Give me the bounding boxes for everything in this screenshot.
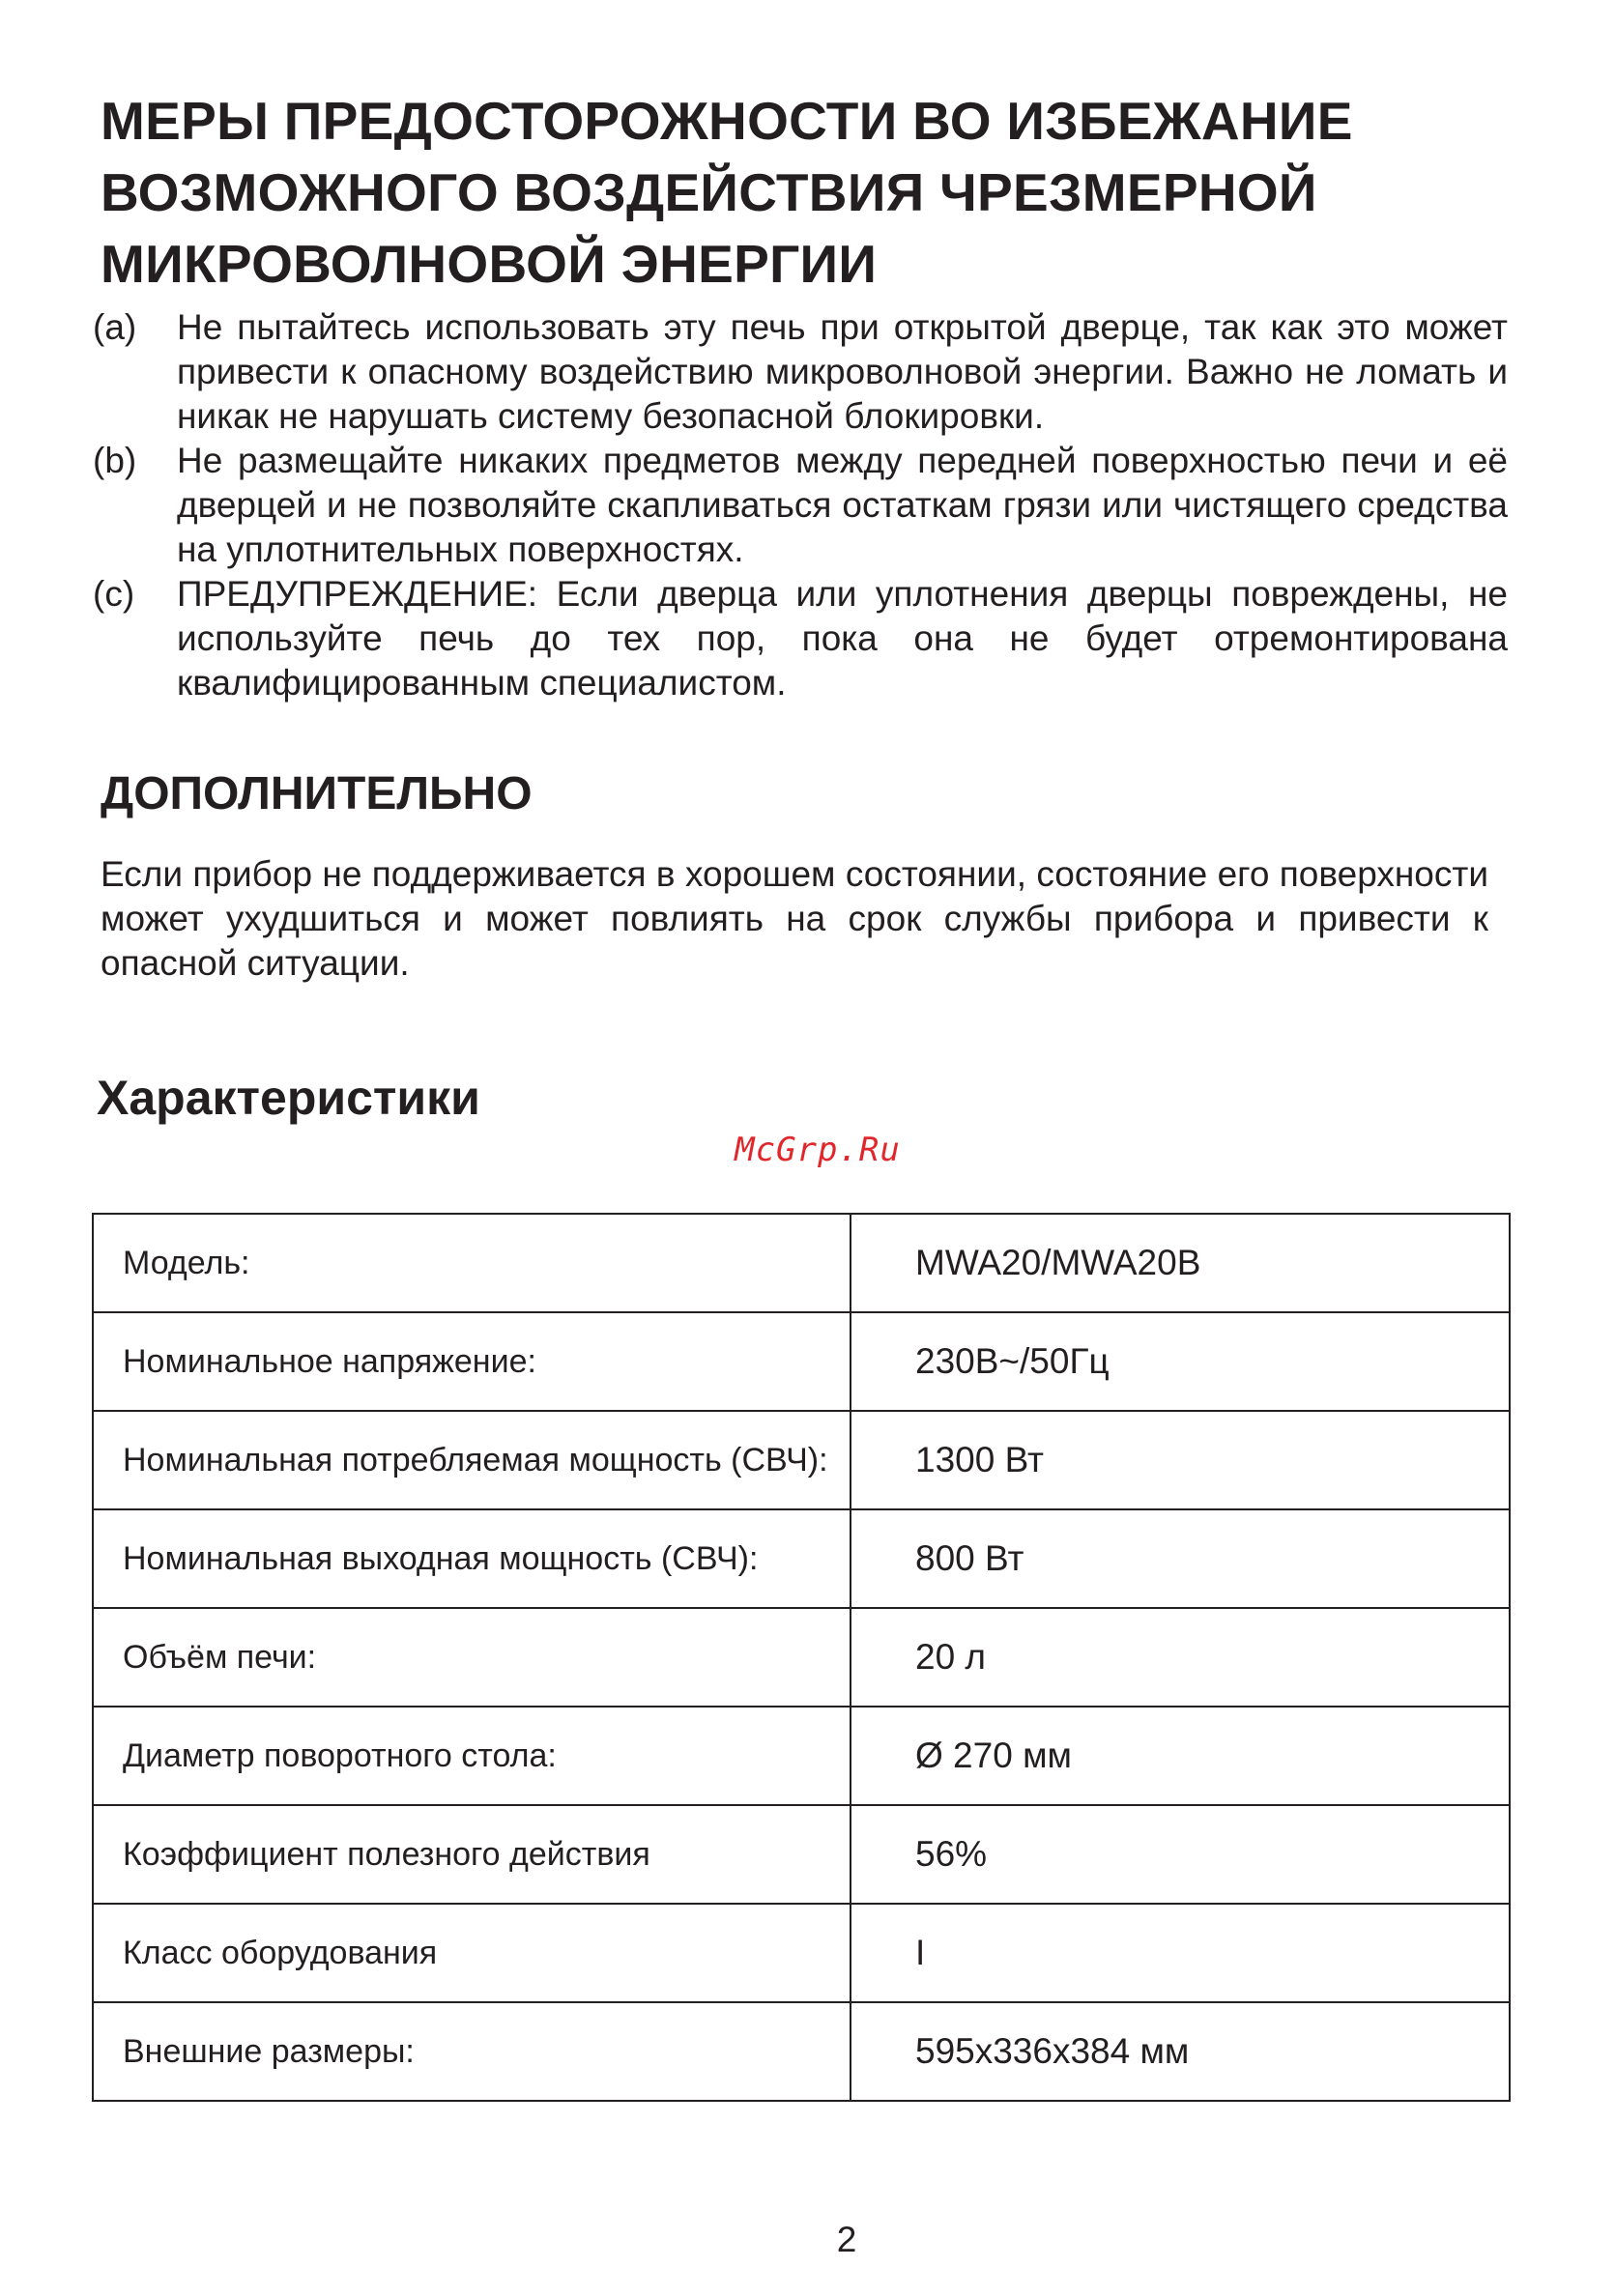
spec-value: 800 Вт	[851, 1509, 1510, 1608]
spec-label: Номинальная выходная мощность (СВЧ):	[93, 1509, 851, 1608]
spec-label: Модель:	[93, 1214, 851, 1312]
specs-table	[92, 1213, 1511, 2102]
table-row	[93, 1411, 1510, 1509]
list-item-text: ПРЕДУПРЕЖДЕНИЕ: Если дверца или уплотнения дверцы повреждены, не используйте печь до тех пор, пока она не будет отремонтирована квалифицированным специалистом.	[177, 574, 1508, 703]
safety-list	[93, 305, 1508, 705]
watermark: McGrp.Ru	[735, 1131, 901, 1169]
spec-label: Объём печи:	[93, 1608, 851, 1707]
section-heading-extra: ДОПОЛНИТЕЛЬНО	[101, 768, 533, 819]
table-row	[93, 2002, 1510, 2101]
spec-label: Коэффициент полезного действия	[93, 1805, 851, 1904]
table-row	[93, 1312, 1510, 1411]
spec-label: Внешние размеры:	[93, 2002, 851, 2101]
spec-value: Ø 270 мм	[851, 1707, 1510, 1805]
spec-value: MWA20/MWA20B	[851, 1214, 1510, 1312]
spec-label: Номинальная потребляемая мощность (СВЧ):	[93, 1411, 851, 1509]
table-row	[93, 1608, 1510, 1707]
table-row	[93, 1707, 1510, 1805]
table-row	[93, 1214, 1510, 1312]
list-marker: (a)	[93, 307, 137, 347]
page-title: МЕРЫ ПРЕДОСТОРОЖНОСТИ ВО ИЗБЕЖАНИЕ ВОЗМОЖНОГО ВОЗДЕЙСТВИЯ ЧРЕЗМЕРНОЙ МИКРОВОЛНОВОЙ ЭНЕРГИИ	[101, 91, 1353, 294]
page-number: 2	[836, 2220, 857, 2259]
table-row	[93, 1805, 1510, 1904]
spec-value: 1300 Вт	[851, 1411, 1510, 1509]
table-row	[93, 1904, 1510, 2002]
spec-label: Диаметр поворотного стола:	[93, 1707, 851, 1805]
list-marker: (b)	[93, 441, 137, 480]
spec-value: 20 л	[851, 1608, 1510, 1707]
list-item-text: Не пытайтесь использовать эту печь при открытой дверце, так как это может привести к опасному воздействию микроволновой энергии. Важно не ломать и никак не нарушать систему безопасной блокировки.	[177, 307, 1508, 436]
spec-label: Класс оборудования	[93, 1904, 851, 2002]
list-item	[93, 305, 1508, 439]
spec-value: 230В~/50Гц	[851, 1312, 1510, 1411]
spec-value: I	[851, 1904, 1510, 2002]
list-marker: (c)	[93, 574, 135, 614]
spec-label: Номинальное напряжение:	[93, 1312, 851, 1411]
list-item-text: Не размещайте никаких предметов между передней поверхностью печи и её дверцей и не позволяйте скапливаться остаткам грязи или чистящего средства на уплотнительных поверхностях.	[177, 441, 1508, 569]
table-row	[93, 1509, 1510, 1608]
spec-value: 595x336x384 мм	[851, 2002, 1510, 2101]
list-item	[93, 439, 1508, 572]
list-item	[93, 572, 1508, 705]
spec-value: 56%	[851, 1805, 1510, 1904]
section-heading-specs: Характеристики	[97, 1071, 480, 1125]
extra-paragraph: Если прибор не поддерживается в хорошем состоянии, состояние его поверхности может ухудшиться и может повлиять на срок службы прибора и привести к опасной ситуации.	[101, 854, 1488, 983]
